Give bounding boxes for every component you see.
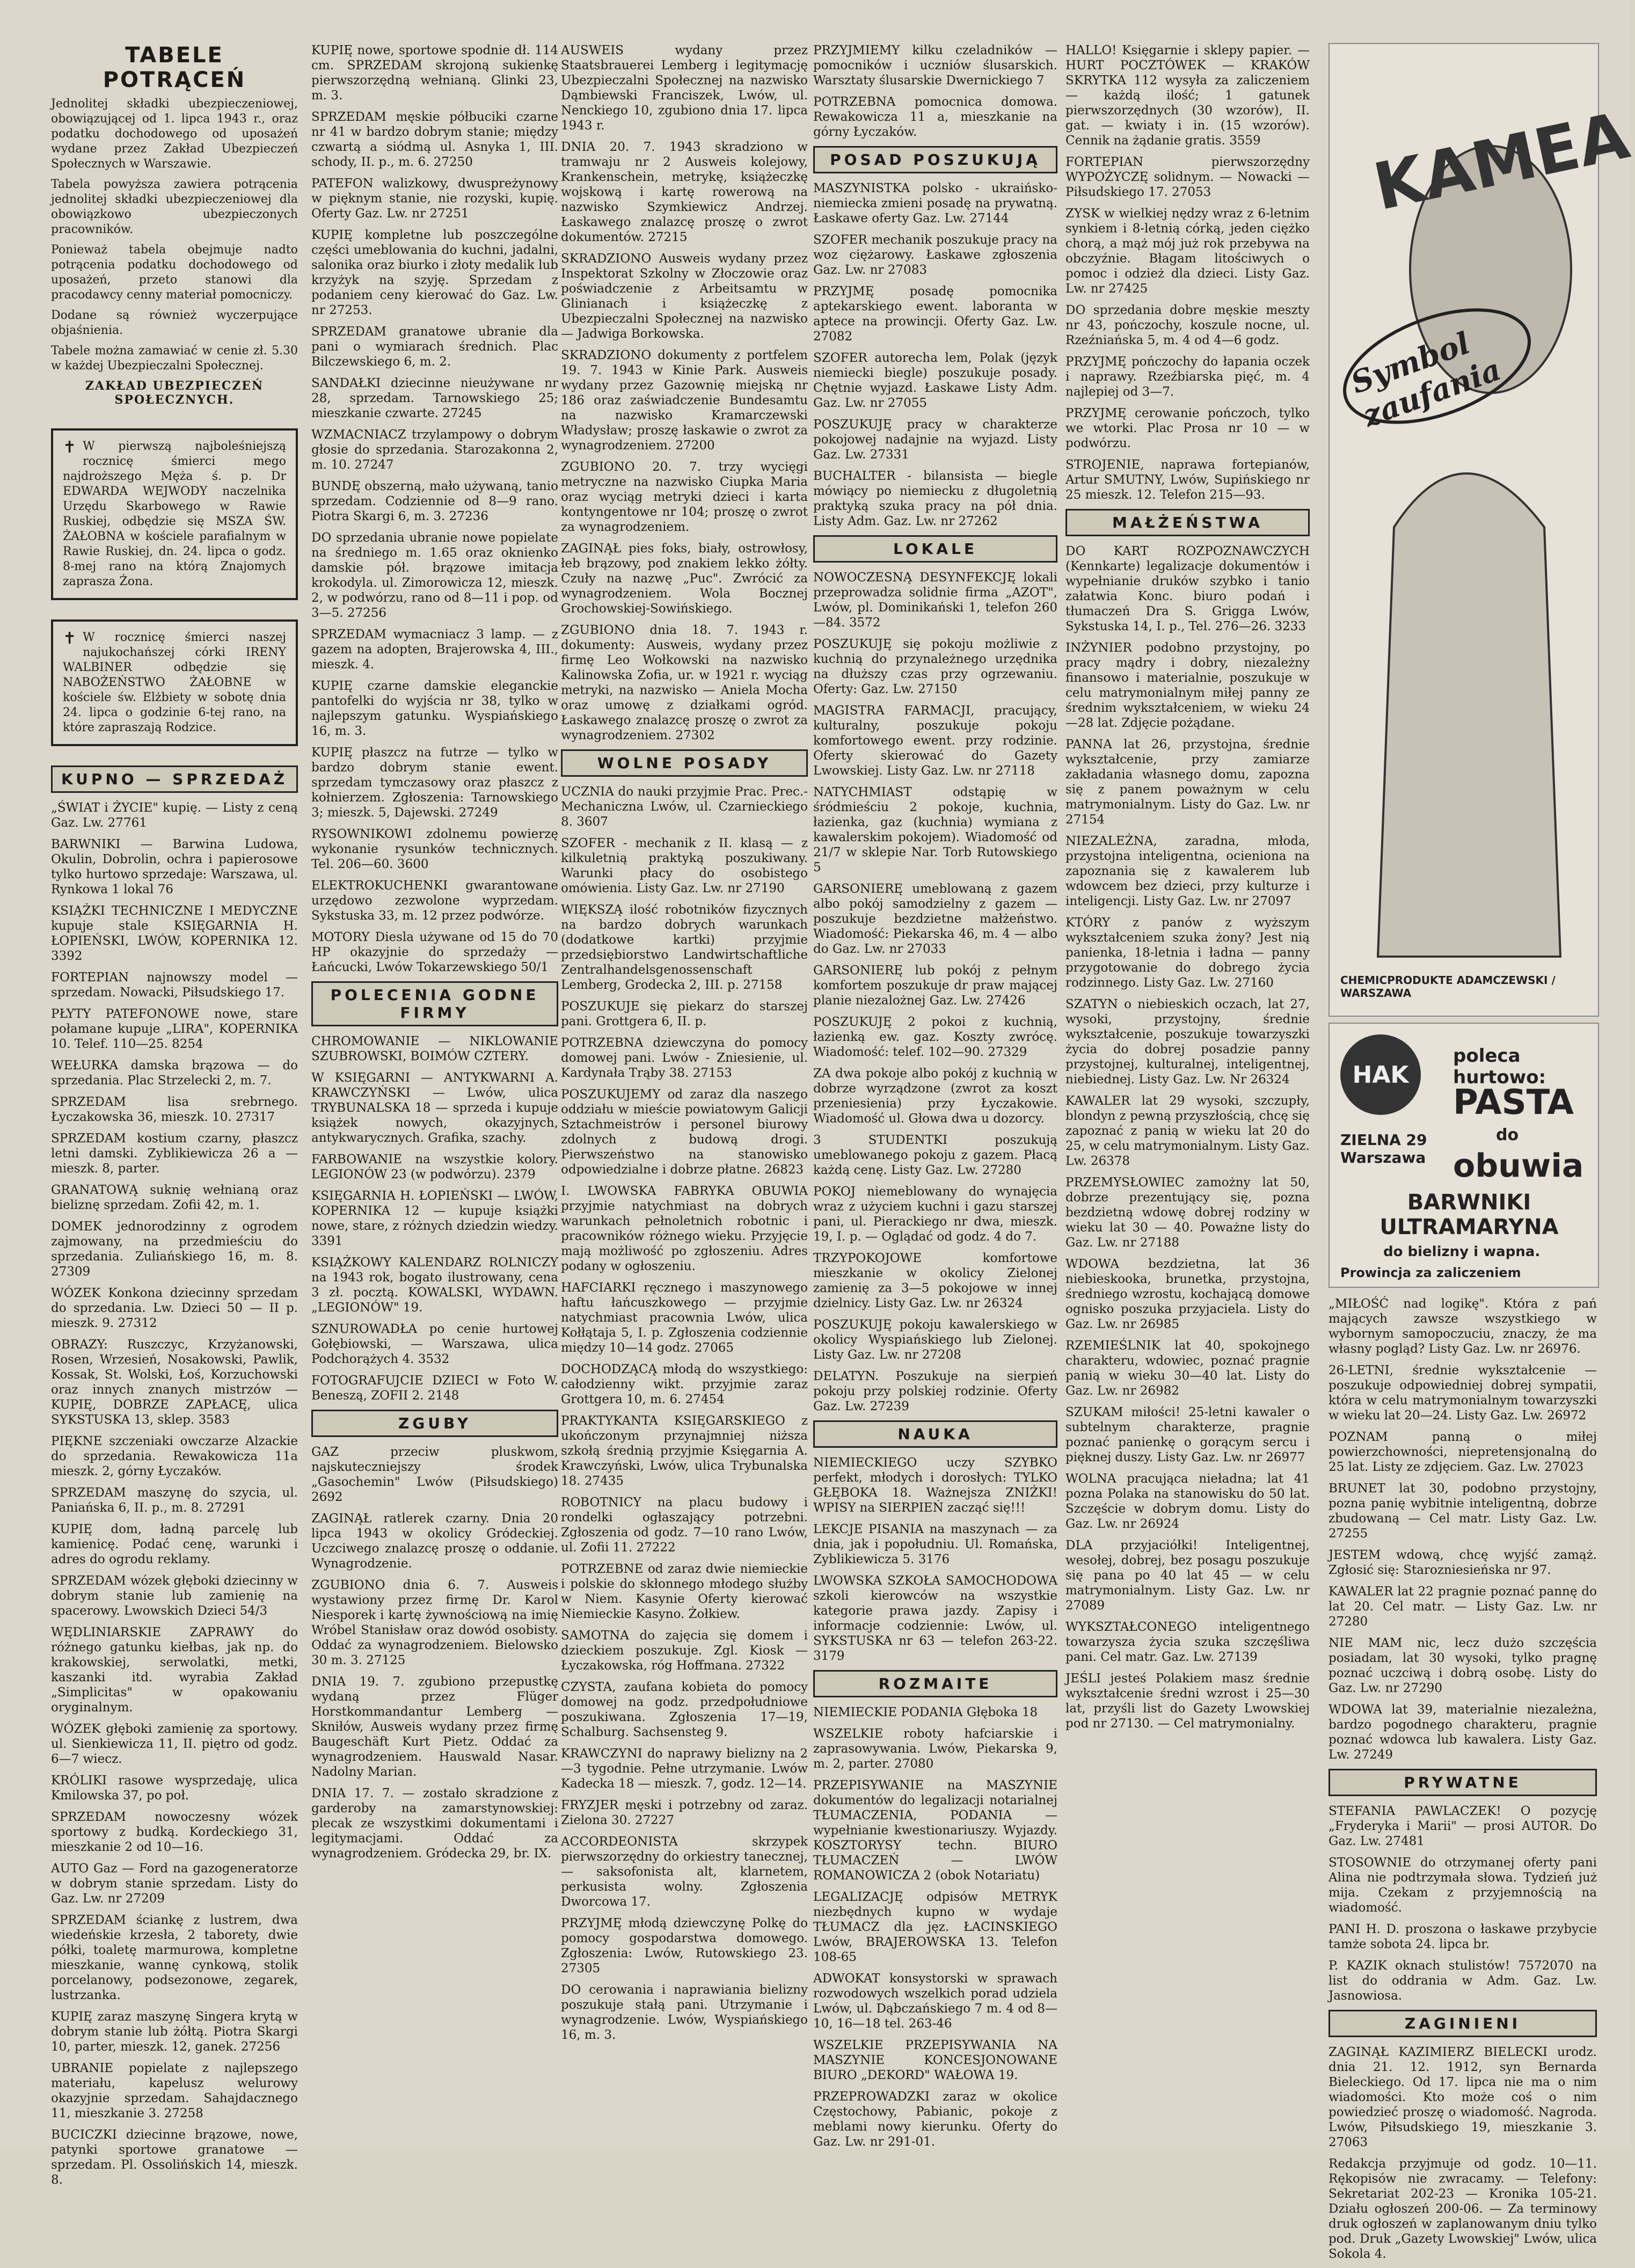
section-header-zaginieni: ZAGINIENI	[1329, 2010, 1597, 2037]
classified-ad: SKRADZIONO dokumenty z portfelem 19. 7. 1943 w Kinie Park. Ausweis wydany przez Gazownię miejską nr 186 oraz zaświadczenie Bundesamtu na nazwisko Kramarczewski Władysław; proszę łaskawie o zwrot za wynagrodzeniem. 27200	[561, 348, 808, 453]
classified-ad: POSZUKUJĘ pracy w charakterze pokojowej nadajnie na wyjazd. Listy Gaz. Lw. 27331	[813, 418, 1057, 462]
classified-ad: DO KART ROZPOZNAWCZYCH (Kennkarte) legalizacje dokumentów i wypełnianie druków szybko i tanio załatwia Konc. biuro podań i tłumaczeń Dra S. Grigga Lwów, Sykstuska 14, I. p., Tel. 276—26. 3233	[1065, 544, 1310, 633]
classified-ad: BUNDĘ obszerną, mało używaną, tanio sprzedam. Codziennie od 8—9 rano. Piotra Skargi 6, m. 3. 27236	[311, 479, 558, 523]
classified-ad: POSZUKUJĘ 2 pokoi z kuchnią, łazienką ew. gaz. Koszty zwrócę. Wiadomość: telef. 102—90. 27329	[813, 1015, 1057, 1059]
barwniki-text: BARWNIKI ULTRAMARYNA	[1379, 1190, 1559, 1239]
classified-ad: RZEMIEŚLNIK lat 40, spokojnego charakteru, wdowiec, poznać pragnie panią w wieku 30—40 lat. Listy do Gaz. Lw. nr 26982	[1065, 1339, 1310, 1398]
classified-ad: POTRZEBNE od zaraz dwie niemieckie i polskie do skłonnego młodego służby w Niem. Kasynie Oferty kierować Niemieckie Kasyno. Żołkiew.	[561, 1562, 808, 1621]
classified-ad: WSZELKIE roboty hafciarskie i zaprasowywania. Lwów, Piekarska 9, m. 2, parter. 27080	[813, 1727, 1057, 1771]
classified-ad: CZYSTA, zaufana kobieta do pomocy domowej na godz. przedpołudniowe poszukiwana. Zgłoszenia 17—19, Schalburg. Sachsensteg 9.	[561, 1680, 808, 1739]
classified-ad: GARSONIERĘ umeblowaną z gazem albo pokój samodzielny z gazem — poszukuje bezdzietne małżeństwo. Wiadomość: Piekarska 46, m. 4 — albo do Gaz. Lw. nr 27033	[813, 882, 1057, 956]
classified-ad: JESTEM wdową, chcę wyjść zamąż. Zgłosić się: Starozniesieńska nr 97.	[1329, 1548, 1597, 1577]
hak-logo: HAK	[1340, 1034, 1421, 1115]
classified-ad: SANDAŁKI dziecinne nieużywane nr 28, sprzedam. Tarnowskiego 25; mieszkanie czwarte. 27245	[311, 376, 558, 420]
classified-ad: ELEKTROKUCHENKI gwarantowane urzędowo zezwolone wyprzedam. Sykstuska 33, m. 12 przez podwórze.	[311, 879, 558, 923]
classified-ad: KTÓRY z panów z wyższym wykształceniem szuka żony? Jest nią panienka, 18-letnia i ładna — panny przygotowanie do dobrego życia rodzinnego. Listy Gaz. Lw. 27160	[1065, 916, 1310, 990]
classified-ad: PATEFON walizkowy, dwuspreżynowy w pięknym stanie, nie rozyski, kupię. Oferty Gaz. Lw. nr 27251	[311, 177, 558, 221]
classified-ad: PANI H. D. proszona o łaskawe przybycie tamże sobota 24. lipca br.	[1329, 1922, 1597, 1951]
classified-ad: KAWALER lat 29 wysoki, szczupły, blondyn z pewną przyszłością, chcę się zapoznać z panią w wieku lat 20 do 25, w celu matrymonialnym. Listy Gaz. Lw. 26378	[1065, 1094, 1310, 1168]
classified-ad: DO cerowania i naprawiania bielizny poszukuje stałą pani. Utrzymanie i wynagrodzenie. Lwów, Wyspiańskiego 16, m. 3.	[561, 1983, 808, 2042]
classified-ad: SPRZEDAM ściankę z lustrem, dwa wiedeńskie krzesła, 2 taborety, dwie półki, toaletę marmurowa, kompletne mieszkanie, wannę cynkową, stolik porcelanowy, podsezonowe, zegarek, lustrzanka.	[51, 1913, 298, 2002]
classified-ad: KUPIĘ czarne damskie eleganckie pantofelki do wyjścia nr 38, tylko w najlepszym gatunku. Wyspiańskiego 16, m. 3.	[311, 679, 558, 738]
classified-ad: KRÓLIKI rasowe wysprzedaję, ulica Kmilowska 37, po poł.	[51, 1774, 298, 1803]
classified-ad: DO sprzedania dobre męskie meszty nr 43, pończochy, koszule nocne, ul. Rzeźniańska 5, m. 4 od 4—6 godz.	[1065, 303, 1310, 347]
classified-ad: I. LWOWSKA FABRYKA OBUWIA przyjmie natychmiast na dobrych warunkach pełnoletnich robotnic i pracowników różnego wieku. Przyjęcie mają możliwość po zgłoszeniu. Adres podany w ogłoszeniu.	[561, 1184, 808, 1273]
classified-ad: NIEMIECKIEGO uczy SZYBKO perfekt, młodych i dorosłych: TYLKO GŁĘBOKA 18. Ważnejsza ZNIŻKI! WPISY na SIERPIEŃ zacząć się!!!	[813, 1456, 1057, 1515]
classified-ad: KSIĄŻKI TECHNICZNE I MEDYCZNE kupuje stale KSIĘGARNIA H. ŁOPIEŃSKI, LWÓW, KOPERNIKA 12. 3392	[51, 904, 298, 963]
classified-ad: KUPIĘ dom, ładną parcelę lub kamienicę. Podać cenę, warunki i adres do ogrodu reklamy.	[51, 1522, 298, 1566]
classified-ad: SPRZEDAM granatowe ubranie dla pani o wymiarach średnich. Plac Bilczewskiego 6, m. 2.	[311, 325, 558, 369]
column-4	[813, 43, 1057, 2156]
classified-ad: FRYZJER męski i potrzebny od zaraz. Zielona 30. 27227	[561, 1798, 808, 1827]
classified-ad: MOTORY Diesla używane od 15 do 70 HP okazyjnie do sprzedaży — Łańcucki, Lwów Tokarzewskiego 50/1	[311, 930, 558, 974]
classified-ad: WYKSZTAŁCONEGO inteligentnego towarzysza życia szuka szczęśliwa pani. Cel matr. Gaz. Lw. 27139	[1065, 1620, 1310, 1664]
classified-ad: WÓZEK Konkona dziecinny sprzedam do sprzedania. Lw. Dzieci 50 — II p. mieszk. 9. 27312	[51, 1286, 298, 1330]
obituary-box	[51, 619, 298, 746]
classified-ad: ADWOKAT konsystorski w sprawach rozwodowych wszelkich porad udziela Lwów, ul. Dąbczańskiego 7 m. 4 od 8—10, 16—18 tel. 263-46	[813, 1972, 1057, 2031]
classified-ad: SAMOTNA do zajęcia się domem i dzieckiem poszukuje. Zgl. Kiosk — Łyczakowska, róg Hoffmana. 27322	[561, 1629, 808, 1673]
classified-ad: HAFCIARKI ręcznego i maszynowego haftu łańcuszkowego — przyjmie natychmiast pracownia Lwów, ulica Kołłątaja 5, I. p. Zgłoszenia codziennie między 10—14 godz. 27065	[561, 1281, 808, 1355]
pasta-text: PASTA	[1453, 1083, 1574, 1122]
classified-ad: DELATYN. Poszukuje na sierpień pokoju przy polskiej rodzinie. Oferty Gaz. Lw. 27239	[813, 1369, 1057, 1413]
classified-ad: KSIĘGARNIA H. ŁOPIEŃSKI — LWÓW, KOPERNIKA 12 — kupuje książki nowe, stare, z różnych dziedzin wiedzy. 3391	[311, 1189, 558, 1248]
classified-ad: SPRZEDAM wymacniacz 3 lamp. — z gazem na adopten, Brajerowska 4, III., mieszk. 4.	[311, 628, 558, 672]
classified-ad: PRZYJMIEMY kilku czeladników — pomocników i uczniów ślusarskich. Warsztaty ślusarskie Dwernickiego 7	[813, 43, 1057, 87]
classified-ad: PIĘKNE szczeniaki owczarze Alzackie do sprzedania. Rewakowicza 11a mieszk. 2, górny Łyczaków.	[51, 1434, 298, 1478]
classified-ad: KSIĄŻKOWY KALENDARZ ROLNICZY na 1943 rok, bogato ilustrowany, cena 3 zł. pocztą. KOWALSKI, WYDAWN. „LEGIONÓW" 19.	[311, 1256, 558, 1315]
classified-ad: ZAGINĄŁ KAZIMIERZ BIELECKI urodz. dnia 21. 12. 1912, syn Bernarda Bieleckiego. Od 17. lipca nie ma o nim wiadomości. Kto może coś o nim powiedzieć proszę o wiadomość. Nagroda. Lwów, Piłsudskiego 19, mieszkanie 3. 27063	[1329, 2045, 1597, 2149]
classified-ad: 3 STUDENTKI poszukują umeblowanego pokoju z gazem. Płacą każdą cenę. Listy Gaz. Lw. 27280	[813, 1133, 1057, 1177]
classified-ad: SKRADZIONO Ausweis wydany przez Inspektorat Szkolny w Złoczowie oraz poświadczenie z Arbeitsamtu w Glinianach i książeczkę z Ubezpieczalni Społecznej na nazwisko — Jadwiga Borkowska.	[561, 252, 808, 341]
classified-ad: BRUNET lat 30, podobno przystojny, pozna panię wybitnie inteligentną, dobrze zbudowaną — Cel matr. Listy Gaz. Lw. 27255	[1329, 1482, 1597, 1541]
signature: ZAKŁAD UBEZPIECZEŃ SPOŁECZNYCH.	[85, 379, 264, 407]
classified-ad: WZMACNIACZ trzylampowy o dobrym głosie do sprzedania. Starozakonna 2, m. 10. 27247	[311, 428, 558, 472]
classified-ad: SZNUROWADŁA po cenie hurtowej Gołębiowski, — Warszawa, ulica Podchorążych 4. 3532	[311, 1322, 558, 1366]
classified-ad: WĘDLINIARSKIE ZAPRAWY do różnego gatunku kiełbas, jak np. do krakowskiej, serwolatki, metki, kaszanki itd. wyrabia Zakład „Simplicitas" w opakowaniu oryginalnym.	[51, 1625, 298, 1715]
section-header-kupno: KUPNO — SPRZEDAŻ	[51, 765, 298, 793]
column-3	[561, 43, 808, 2049]
classified-ad: DNIA 17. 7. — zostało skradzione z garderoby na zamarstynowskiej: plecak ze wszystkimi dokumentami i legitymacjami. Oddać za wynagrodzeniem. Gródecka 29, br. IX.	[311, 1786, 558, 1861]
classified-ad: SPRZEDAM nowoczesny wózek sportowy z budką. Kordeckiego 31, mieszkanie 2 od 10—16.	[51, 1810, 298, 1854]
section-header-nauka: NAUKA	[813, 1420, 1057, 1448]
poleca-text: poleca hurtowo:	[1453, 1045, 1546, 1088]
kamea-advertisement	[1329, 43, 1635, 1017]
classified-ad: AUSWEIS wydany przez Staatsbrauerei Lemberg i legitymację Ubezpieczalni Społecznej na nazwisko Dąmbiewski Franciszek, Lwów, ul. Nenckiego 10, zgubiono dnia 17. lipca 1943 r.	[561, 43, 808, 133]
section-header-malzenstwa: MAŁŻEŃSTWA	[1065, 509, 1310, 536]
classified-ad: KRAWCZYNI do naprawy bielizny na 2—3 tygodnie. Pełne utrzymanie. Lwów Kadecka 18 — mieszk. 7, godz. 12—14.	[561, 1747, 808, 1791]
classified-ad: POZNAM panną o miłej powierzchowności, niepretensjonalną do 25 lat. Listy ze zdjęciem. Gaz. Lw. 27023	[1329, 1430, 1597, 1474]
classified-ad: WSZELKIE PRZEPISYWANIA NA MASZYNIE KONCESJONOWANE BIURO „DEKORD" WAŁOWA 19.	[813, 2038, 1057, 2082]
classified-ad: DOCHODZĄCĄ młodą do wszystkiego: całodzienny wikt. przyjmie zaraz Grottgera 10, m. 6. 27454	[561, 1362, 808, 1406]
classified-ad: PŁYTY PATEFONOWE nowe, stare połamane kupuje „LIRA", KOPERNIKA 10. Telef. 110—25. 8254	[51, 1007, 298, 1051]
classified-ad: ZAGINĄŁ ratlerek czarny. Dnia 20 lipca 1943 w okolicy Gródeckiej. Uczciwego znalazcę proszę o oddanie. Wynagrodzenie.	[311, 1512, 558, 1571]
classified-ad: TRZYPOKOJOWE komfortowe mieszkanie w okolicy Zielonej zamienię za 3—5 pokojowe w innej dzielnicy. Listy Gaz. Lw. nr 26324	[813, 1251, 1057, 1310]
hak-advertisement	[1329, 1023, 1599, 1288]
classified-ad: ACCORDEONISTA skrzypek pierwszorzędny do orkiestry tanecznej, — saksofonista alt, klarnetem, perkusista wolny. Zgłoszenia Dworcowa 17.	[561, 1835, 808, 1909]
classified-ad: GAZ przeciw pluskwom, najskuteczniejszy środek „Gasochemin" Lwów (Piłsudskiego) 2692	[311, 1445, 558, 1504]
classified-ad: BUCICZKI dziecinne brązowe, nowe, patynki sportowe granatowe — sprzedam. Pl. Ossolińskich 14, mieszk. 8.	[51, 2128, 298, 2187]
address-text: ZIELNA 29 Warszawa	[1340, 1131, 1427, 1166]
lead-paragraph: Tabele można zamawiać w cenie zł. 5.30 w każdej Ubezpieczalni Społecznej.	[51, 344, 298, 373]
classified-ad: SZUKAM miłości! 25-letni kawaler o subtelnym charakterze, pragnie poznać panienkę o gorącym sercu i pięknej duszy. Listy Gaz. Lw. nr 26977	[1065, 1405, 1310, 1464]
bielizny-text: do bielizny i wapna.	[1383, 1244, 1541, 1260]
classified-ad: WDOWA bezdzietna, lat 36 niebieskooka, brunetka, przystojna, średniego wzrostu, kochającą domowe ognisko poszuka przyjaciela. Listy do Gaz. Lw. nr 26985	[1065, 1257, 1310, 1331]
column-1	[51, 43, 298, 2194]
classified-ad: CHROMOWANIE — NIKLOWANIE SZUBROWSKI, BOIMÓW CZTERY.	[311, 1034, 558, 1063]
classified-ad: UBRANIE popielate z najlepszego materiału, kapelusz welurowy okazyjnie sprzedam. Sahajdacznego 11, mieszkanie 3. 27258	[51, 2061, 298, 2120]
classified-ad: PANNA lat 26, przystojna, średnie wykształcenie, przy zamiarze zakładania własnego domu, zapozna się z panem poważnym w celu matrymonialnym. Listy do Gaz. Lw. nr 27154	[1065, 738, 1310, 827]
classified-ad: GARSONIERĘ lub pokój z pełnym komfortem poszukuje dr praw mającej planie niezalożnej Gaz. Lw. 27426	[813, 964, 1057, 1008]
classified-ad: „ŚWIAT i ŻYCIE" kupię. — Listy z ceną Gaz. Lw. 27761	[51, 801, 298, 830]
classified-ad: SZOFER - mechanik z II. klasą — z kilkuletnią praktyką poszukiwany. Warunki płacy do osobistego omówienia. Listy Gaz. Lw. nr 27190	[561, 836, 808, 895]
classified-ad: DO sprzedania ubranie nowe popielate na średniego m. 1.65 oraz oknienko damskie pół. brązowe imitacja krokodyla. ul. Zimorowicza 12, mieszk. 2, w podwórzu, rano od 8—11 i pop. od 3—5. 27256	[311, 531, 558, 620]
classified-ad: PRZEMYSŁOWIEC zamożny lat 50, dobrze prezentujący się, pozna bezdzietną wdowę dobrej rodziny w wieku lat 30 — 40. Poważne listy do Gaz. Lw. nr 27188	[1065, 1176, 1310, 1250]
classified-ad: 26-LETNI, średnie wykształcenie — poszukuje odpowiedniej dobrej sympatii, która w celu matrymonialnym towarzyszki w wieku lat 20—24. Listy Gaz. Lw. 26972	[1329, 1363, 1597, 1423]
classified-ad: HALLO! Księgarnie i sklepy papier. — HURT POCZTÓWEK — KRAKÓW SKRYTKA 112 wysyła za zaliczeniem — każdą ilość; 1 gatunek pierwszorzędnych (30 wzorów), II. gat. — kwiaty i in. (15 wzorów). Cennik na żądanie gratis. 3559	[1065, 43, 1310, 148]
classified-ad: POTRZEBNA dziewczyna do pomocy domowej pani. Lwów - Zniesienie, ul. Kardynała Trąby 38. 27153	[561, 1036, 808, 1080]
classified-ad: STROJENIE, naprawa fortepianów, Artur SMUTNY, Lwów, Supińskiego nr 25 mieszk. 12. Telefon 215—93.	[1065, 458, 1310, 502]
ads-list	[1065, 43, 1310, 1731]
classified-ad: PRZYJMĘ cerowanie pończoch, tylko we wtorki. Plac Prosa nr 10 — w podwórzu.	[1065, 406, 1310, 450]
section-header-zguby: ZGUBY	[311, 1410, 558, 1437]
classified-ad: POTRZEBNA pomocnica domowa. Rewakowicza 11 a, mieszkanie na górny Łyczaków.	[813, 95, 1057, 139]
lead-paragraph: Jednolitej składki ubezpieczeniowej, obowiązującej od 1. lipca 1943 r., oraz podatku dochodowego od uposażeń wydane przez Zakład Ubezpieczeń Społecznych w Warszawie.	[51, 97, 298, 171]
classified-ad: ZA dwa pokoje albo pokój z kuchnią w dobrze wyrządzone (zwrot za koszt przeniesienia) przy Łyczakowie. Wiadomość ul. Głowa dwa u dozorcy.	[813, 1067, 1057, 1126]
classified-ad: NATYCHMIAST odstąpię w śródmieściu 2 pokoje, kuchnia, łazienka, gaz (kuchnia) wymiana z kawalerskim pokojem). Wiadomość od 21/7 w sklepie Nar. Torb Rutowskiego 5	[813, 785, 1057, 874]
maker-line: CHEMICPRODUKTE ADAMCZEWSKI / WARSZAWA	[1340, 974, 1556, 1000]
classified-ad: LEGALIZACJĘ odpisów METRYK niezbędnych kupno w wydaje TŁUMACZ dla jęz. ŁACINSKIEGO Lwów, BRAJEROWSKA 13. Telefon 108-65	[813, 1890, 1057, 1964]
classified-ad: POSZUKUJEMY od zaraz dla naszego oddziału w mieście powiatowym Galicji Sztachmeistrów i personel biurowy zdolnych z budową drogi. Pierwszeństwo na stanowisko odpowiedzialne i dobrze płatne. 26823	[561, 1088, 808, 1177]
classified-ad: WDOWA lat 39, materialnie niezależna, bardzo pogodnego charakteru, pragnie poznać wdowca lub kawalera. Listy Gaz. Lw. 27249	[1329, 1703, 1597, 1762]
classified-ad: KUPIĘ nowe, sportowe spodnie dł. 114 cm. SPRZEDAM skrojoną sukienkę pierwszorzędną wełnianą. Glinki 23, m. 3.	[311, 43, 558, 103]
classified-ad: ZAGINĄŁ pies foks, biały, ostrowłosy, łeb brązowy, pod znakiem lekko żółty. Czuły na nazwę „Puc". Zwrócić za wynagrodzeniem. Wola Bocznej Grochowskiej-Sowińskiego.	[561, 542, 808, 616]
section-header-wolne-posady: WOLNE POSADY	[561, 749, 808, 777]
cross-icon: ✝	[63, 629, 77, 648]
column-2	[311, 43, 558, 1868]
classified-ad: KAWALER lat 22 pragnie poznać pannę do lat 20. Cel matr. — Listy Gaz. Lw. nr 27280	[1329, 1585, 1597, 1629]
classified-ad: POSZUKUJE się piekarz do starszej pani. Grottgera 6, II. p.	[561, 1000, 808, 1029]
ads-list	[1329, 1296, 1597, 2262]
classified-ad: PRZYJMĘ posadę pomocnika aptekarskiego ewent. laboranta w aptece na prowincji. Oferty Gaz. Lw. 27082	[813, 285, 1057, 344]
provincia-text: Prowincja za zaliczeniem	[1340, 1265, 1521, 1280]
classified-ad: WÓZEK głęboki zamienię za sportowy. ul. Sienkiewicza 11, II. piętro od godz. 6—7 wiecz.	[51, 1722, 298, 1766]
classified-ad: NIEZALEŻNA, zaradna, młoda, przystojna inteligentna, ocieniona na zapoznania się z kawalerem lub wdowcem bez dzieci, przy kulturze i inteligencji. Listy Gaz. Lw. nr 27097	[1065, 834, 1310, 908]
do-text: do	[1496, 1126, 1519, 1144]
classified-ad: „MIŁOŚĆ nad logikę". Która z pań mających zawsze wszystkiego w wybornym samopoczuciu, znaczy, że ma własny pogląd? Listy Gaz. Lw. nr 26976.	[1329, 1297, 1597, 1356]
classified-ad: LWOWSKA SZKOŁA SAMOCHODOWA szkoli kierowców na wszystkie kategorie prawa jazdy. Zapisy i informacje codziennie: Lwów, ul. SYKSTUSKA nr 63 — telefon 263-22. 3179	[813, 1574, 1057, 1663]
classified-ad: SPRZEDAM męskie półbuciki czarne nr 41 w bardzo dobrym stanie; między czwartą a siódmą ul. Asnyka 1, III. schody, II. p., m. 6. 27250	[311, 110, 558, 169]
page-title: TABELE POTRĄCEŃ	[103, 43, 246, 92]
classified-ad: BARWNIKI — Barwina Ludowa, Okulin, Dobrolin, ochra i papierosowe tylko hurtowo sprzedaje: Warszawa, ul. Rynkowa 1 lokal 76	[51, 837, 298, 896]
slogan: Symbol zaufania	[1346, 325, 1506, 434]
classified-ad: MAGISTRA FARMACJI, pracujący, kulturalny, poszukuje pokoju komfortowego ewent. przy rodzinie. Oferty skierować do Gazety Lwowskiej. Listy Gaz. Lw. nr 27118	[813, 704, 1057, 778]
classified-ad: POKOJ niemeblowany do wynajęcia wraz z użyciem kuchni i gazu starszej pani, ul. Pierackiego nr dwa, mieszk. 19, I. p. — Oglądać od godz. 4 do 7.	[813, 1185, 1057, 1244]
classified-ad: NIE MAM nic, lecz dużo szczęścia posiadam, lat 30 wysoki, tylko pragnę poznać uczciwą i dobrą osobę. Listy do Gaz. Lw. nr 27290	[1329, 1636, 1597, 1695]
classified-ad: KUPIĘ kompletne lub poszczególne części umeblowania do kuchni, jadalni, salonika oraz biurko i złoty medalik lub krzyżyk na szyję. Sprzedam z podaniem ceny kierować do Gaz. Lw. nr 27253.	[311, 228, 558, 317]
classified-ad: SPRZEDAM maszynę do szycia, ul. Paniańska 6, II. p., m. 8. 27291	[51, 1486, 298, 1515]
lead-paragraph: Dodane są również wyczerpujące objaśnienia.	[51, 309, 298, 337]
ads-list	[561, 43, 808, 2043]
classified-ad: SZOFER autorecha lem, Polak (język niemiecki biegle) poszukuje posady. Chętnie wyjazd. Łaskawe Listy Adm. Gaz. Lw. nr 27055	[813, 351, 1057, 410]
obuwia-text: obuwia	[1453, 1147, 1584, 1185]
classified-ad: NOWOCZESNĄ DESYNFEKCJĘ lokali przeprowadza solidnie firma „AZOT", Lwów, pl. Dominikański 1, telefon 260—84. 3572	[813, 571, 1057, 630]
classified-ad: LEKCJE PISANIA na maszynach — za dnia, jak i popołudniu. Ul. Romańska, Zyblikiewicza 5. 3176	[813, 1522, 1057, 1566]
classified-ad: PRZEPISYWANIE na MASZYNIE dokumentów do legalizacji notarialnej TŁUMACZENIA, PODANIA — wypełnianie kwestionariuszy. Wyjazdy. KOSZTORYSY techn. BIURO TŁUMACZEŃ — LWÓW ROMANOWICZA 2 (obok Notariatu)	[813, 1778, 1057, 1883]
classified-ad: PRAKTYKANTA KSIĘGARSKIEGO z ukończonym przynajmniej niższa szkołą średnią przyjmie Księgarnia A. Krawczyński, Lwów, ulica Trybunalska 18. 27435	[561, 1414, 808, 1488]
classified-ad: MASZYNISTKA polsko - ukraińsko-niemiecka zmieni posadę na prywatną. Łaskawe oferty Gaz. Lw. 27144	[813, 181, 1057, 225]
classified-ad: KUPIĘ płaszcz na futrze — tylko w bardzo dobrym stanie ewent. sprzedam tymczasowy oraz płaszcz z kołnierzem. Zgłoszenia: Tarnowskiego 3; mieszk. 5, Dajewski. 27249	[311, 746, 558, 820]
classified-ad: BUCHALTER - bilansista — biegle mówiący po niemiecku z długoletnią praktyką szuka pracy na pół dnia. Listy Adm. Gaz. Lw. nr 27262	[813, 469, 1057, 528]
ads-list	[311, 43, 558, 1861]
classified-ad: PRZEPROWADZKI zaraz w okolice Częstochowy, Pabianic, pokoje z meblami nowy kierunku. Oferty do Gaz. Lw. nr 291-01.	[813, 2090, 1057, 2149]
classified-ad: FORTEPIAN pierwszorzędny WYPOŻYCZĘ solidnym. — Nowacki — Piłsudskiego 17. 27053	[1065, 155, 1310, 199]
obituary-text: W rocznicę śmierci naszej najukochańszej córki IRENY WALBINER odbędzie się NABOŻEŃSTWO ŻAŁOBNE w kościele św. Elżbiety w sobotę dnia 24. lipca o godzinie 6-tej rano, na które zapraszają Rodzice.	[63, 631, 286, 734]
kamea-logo: KAMEA	[1367, 98, 1635, 225]
classified-ad: P. KAZIK oknach stulistów! 7572070 na list do oddrania w Adm. Gaz. Lw. Jasnowiosa.	[1329, 1959, 1597, 2003]
classified-ad: ROBOTNICY na placu budowy i rondelki ogłaszający potrzebni. Zgłoszenia od godz. 7—10 rano Lwów, ul. Zofii 11. 27222	[561, 1496, 808, 1555]
classified-ad: SPRZEDAM lisa srebrnego. Łyczakowska 36, mieszk. 10. 27317	[51, 1095, 298, 1124]
classified-ad: DOMEK jednorodzinny z ogrodem zajmowany, na przedmieściu do sprzedania. Zuliańskiego 16, m. 8. 27309	[51, 1220, 298, 1279]
classified-ad: AUTO Gaz — Ford na gazogeneratorze w dobrym stanie sprzedam. Listy do Gaz. Lw. nr 27209	[51, 1862, 298, 1906]
classified-ad: WIĘKSZĄ ilość robotników fizycznych na bardzo dobrych warunkach (dodatkowe kartki) przyjmie przedsiębiorstwo Landwirtschaftliche Zentralhandelsgenossenschaft Lemberg, Grodecka 2, III. p. 27158	[561, 903, 808, 992]
lead-paragraph: Ponieważ tabela obejmuje nadto potrącenia podatku dochodowego od uposażeń, przeto stanowi dla pracodawcy cenny materiał pomocniczy.	[51, 243, 298, 302]
classified-ad: INŻYNIER podobno przystojny, po pracy mądry i dobry, niezależny finansowo i materialnie, poszukuje w celu matrymonialnym miłej panny ze średnim wykształceniem, w wieku 24—28 lat. Zdjęcie pożądane.	[1065, 641, 1310, 730]
column-5	[1065, 43, 1310, 1738]
classified-ad: GRANATOWĄ suknię wełnianą oraz bieliznę sprzedam. Zofii 42, m. 1.	[51, 1183, 298, 1212]
classified-ad: SPRZEDAM kostium czarny, płaszcz letni damski. Zyblikiewicza 26 a — mieszk. 8, parter.	[51, 1132, 298, 1176]
classified-ad: UCZNIA do nauki przyjmie Prac. Prec.-Mechaniczna Lwów, ul. Czarnieckiego 8. 3607	[561, 785, 808, 829]
classified-ad: ZGUBIONO 20. 7. trzy wycięgi metryczne na nazwisko Ciupka Maria oraz wyciąg metryki dzieci i karta kontyngentowe nr 104; proszę o zwrot za wynagrodzeniem.	[561, 460, 808, 534]
classified-ad: Redakcja przyjmuje od godz. 10—11. Rękopisów nie zwracamy. — Telefony: Sekretariat 202-23 — Kronika 105-21. Działu ogłoszeń 200-06. — Za terminowy druk ogłoszeń w zaplanowanym dniu tylko pod. Druk „Gazety Lwowskiej" Lwów, ulica Sokola 4.	[1329, 2157, 1597, 2261]
classified-ad: FARBOWANIE na wszystkie kolory. LEGIONÓW 23 (w podwórzu). 2379	[311, 1153, 558, 1182]
classified-ad: ZGUBIONO dnia 18. 7. 1943 r. dokumenty: Ausweis, wydany przez firmę Leo Wołkowski na nazwisko Kalinowska Zofia, ur. w 1921 r. wyciąg metryki, na nazwisko — Aniela Mocha oraz umowę z działkami ogród. Łaskawego znalazcę proszę o zwrot za wynagrodzeniem. 27302	[561, 623, 808, 742]
obituary-box	[51, 428, 298, 600]
lead-paragraph: Tabela powyższa zawiera potrącenia jednolitej składki ubezpieczeniowej dla obowiązkowo ubezpieczonych pracowników.	[51, 178, 298, 236]
ads-list	[813, 43, 1057, 2149]
classified-ad: DLA przyjaciółki! Inteligentnej, wesołej, dobrej, bez posagu poszukuje się pana po 40 lat 45 — w celu matrymonialnym. Listy Gaz. Lw. nr 27089	[1065, 1538, 1310, 1613]
classified-ad: STOSOWNIE do otrzymanej oferty pani Alina nie podtrzymała słowa. Tydzień już mija. Czekam z przyjemnością na wiadomość.	[1329, 1856, 1597, 1915]
classified-ad: SZOFER mechanik poszukuje pracy na woz ciężarowy. Łaskawe zgłoszenia Gaz. Lw. nr 27083	[813, 233, 1057, 277]
classified-ad: ZGUBIONO dnia 6. 7. Ausweis wystawiony przez firmę Dr. Karol Niesporek i kartę żywnościową na imię Wróbel Stanisław oraz dowód osobisty. Oddać za wynagrodzeniem. Bielowsko 30 m. 3. 27125	[311, 1578, 558, 1667]
classified-ad: W KSIĘGARNI — ANTYKWARNI A. KRAWCZYŃSKI — Lwów, ulica TRYBUNALSKA 18 — sprzeda i kupuje książek nowych, okazyjnych, antykwarycznych. Grafika, szachy.	[311, 1071, 558, 1145]
classified-ad: WOLNA pracująca nieładna; lat 41 pozna Polaka na stanowisku do 50 lat. Szczęście w dobrym domu. Listy do Gaz. Lw. nr 26924	[1065, 1472, 1310, 1531]
cross-icon: ✝	[63, 438, 77, 457]
section-header-rozmaite: ROZMAITE	[813, 1670, 1057, 1697]
classified-ad: PRZYJMĘ młodą dziewczynę Polkę do pomocy gospodarstwa domowego. Zgłoszenia: Lwów, Rutowskiego 23. 27305	[561, 1916, 808, 1975]
classified-ad: DNIA 19. 7. zgubiono przepustkę wydaną przez Flüger Horstkommandantur Lemberg — Skniłów, Ausweis wydany przez firmę Baugeschäft Kurt Pietz. Oddać za wynagrodzeniem. Hauswald Nasar. Nadolny Marian.	[311, 1675, 558, 1779]
classified-ad: FOTOGRAFUJCIE DZIECI w Foto W. Beneszą, ZOFII 2. 2148	[311, 1374, 558, 1403]
classified-ad: JEŚLI jesteś Polakiem masz średnie wykształcenie średni wzrost i 25—30 lat, przyśli list do Gazety Lwowskiej pod nr 27130. — Cel matrymonialny.	[1065, 1672, 1310, 1731]
section-header-prywatne: PRYWATNE	[1329, 1769, 1597, 1796]
classified-ad: ZYSK w wielkiej nędzy wraz z 6-letnim synkiem i 8-letnią córką, jeden ciężko chorą, a mąż mój już rok przebywa na obczyźnie. Błagam litościwych o pomoc i odzież dla dzieci. Listy Gaz. Lw. nr 27425	[1065, 207, 1310, 296]
column-6	[1329, 1296, 1597, 2268]
classified-ad: DNIA 20. 7. 1943 skradziono w tramwaju nr 2 Ausweis kolejowy, Krankenschein, metrykę, książeczkę wojskową i kartę rowerową na nazwisko Szymkiewicz Andrzej. Łaskawego znalazcę proszę o zwrot dokumentów. 27215	[561, 140, 808, 244]
classified-ad: POSZUKUJĘ pokoju kawalerskiego w okolicy Wyspiańskiego lub Zielonej. Listy Gaz. Lw. nr 27208	[813, 1318, 1057, 1362]
classified-ad: PRZYJMĘ pończochy do łapania oczek i naprawy. Rzeźbiarska pięć, m. 4 najlepiej od 3—7.	[1065, 355, 1310, 399]
ads-list	[51, 800, 298, 2187]
section-header-posad-poszukuja: POSAD POSZUKUJĄ	[813, 146, 1057, 173]
classified-ad: OBRAZY: Ruszczyc, Krzyżanowski, Rosen, Wrzesień, Nosakowski, Pawlik, Kossak, St. Wolski, Łoś, Korzuchowski oraz innych znanych mistrzów — KUPIĘ, DOBRZE ZAPŁACĘ, ulica SYKSTUSKA 13, sklep. 3583	[51, 1338, 298, 1427]
section-header-lokale: LOKALE	[813, 535, 1057, 563]
classified-ad: WEŁURKA damska brązowa — do sprzedania. Plac Strzelecki 2, m. 7.	[51, 1059, 298, 1088]
section-header-polecenia: POLECENIA GODNE FIRMY	[311, 981, 558, 1026]
classified-ad: RYSOWNIKOWI zdolnemu powierzę wykonanie rysunków technicznych. Tel. 206—60. 3600	[311, 827, 558, 871]
obituary-text: W pierwszą najboleśniejszą rocznicę śmierci mego najdroższego Męża ś. p. Dr EDWARDA WEJWODY naczelnika Urzędu Skarbowego w Rawie Ruskiej, odbędzie się MSZA ŚW. ŻAŁOBNA w kościele parafialnym w Rawie Ruskiej, dn. 24. lipca o godz. 8-mej rano na którą Znajomych zaprasza Żona.	[63, 440, 286, 588]
classified-ad: KUPIĘ zaraz maszynę Singera krytą w dobrym stanie lub żółtą. Piotra Skargi 10, parter, mieszk. 12, ganek. 27256	[51, 2010, 298, 2054]
classified-ad: STEFANIA PAWLACZEK! O pozycję „Fryderyka i Marii" — prosi AUTOR. Do Gaz. Lw. 27481	[1329, 1804, 1597, 1848]
classified-ad: NIEMIECKIE PODANIA Głęboka 18	[813, 1705, 1038, 1719]
classified-ad: SPRZEDAM wózek głęboki dziecinny w dobrym stanie lub zamienię na spacerowy. Lwowskich Dzieci 54/3	[51, 1574, 298, 1618]
classified-ad: FORTEPIAN najnowszy model — sprzedam. Nowacki, Piłsudskiego 17.	[51, 971, 298, 1000]
classified-ad: POSZUKUJĘ się pokoju możliwie z kuchnią do przynależnego urzędnika na dłuższy czas przy ogrzewaniu. Oferty: Gaz. Lw. 27150	[813, 637, 1057, 696]
classified-ad: SZATYN o niebieskich oczach, lat 27, wysoki, przystojny, średnie wykształcenie, poszukuje towarzyszki życia do dobrej posadzie panny przystojnej, kulturalnej, inteligentnej, niebiednej. Listy Gaz. Lw. Nr 26324	[1065, 997, 1310, 1086]
